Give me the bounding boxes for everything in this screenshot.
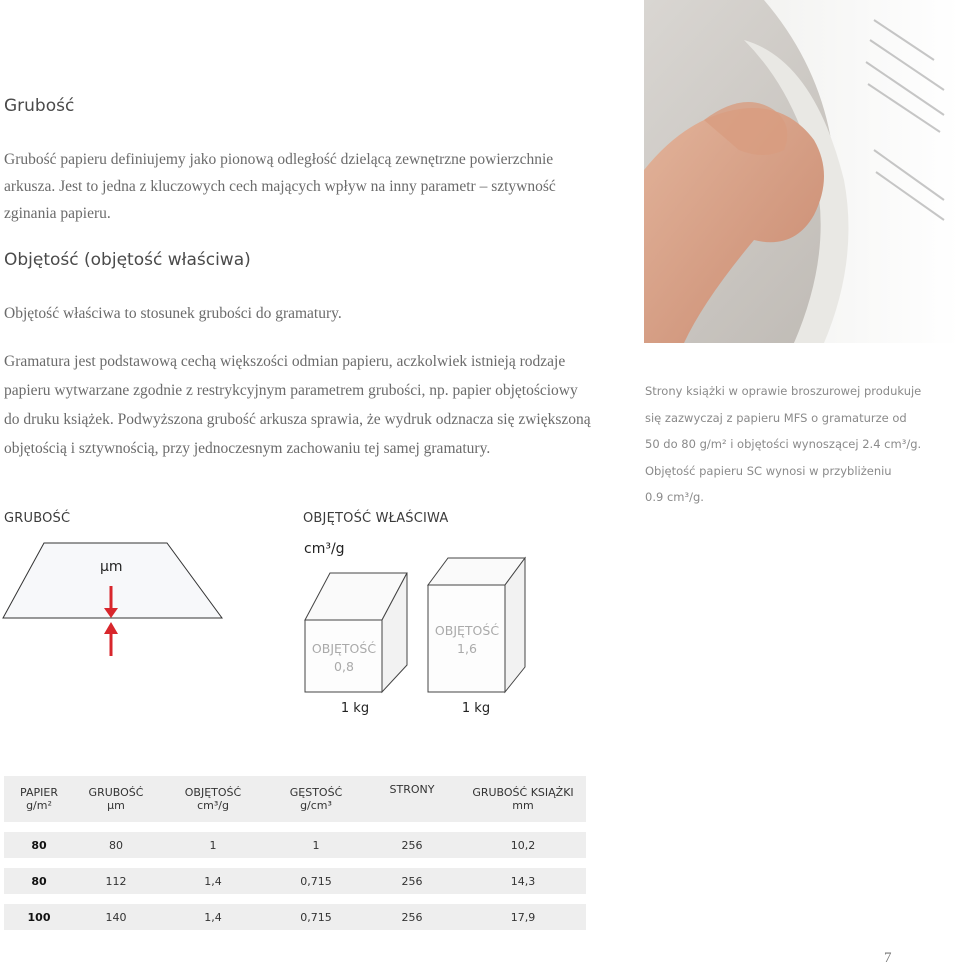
small-cube-label (305, 640, 383, 676)
diagram-thickness-caption: GRUBOŚĆ (4, 511, 71, 526)
sidebar-note-line: się zazwyczaj z papieru MFS o gramaturze od (645, 410, 907, 425)
large-cube-weight: 1 kg (461, 701, 491, 716)
paragraph-bulk: Objętość właściwa to stosunek grubości do gramatury. (4, 305, 342, 322)
table-cell: 1,4 (204, 910, 222, 924)
table-header-cell: OBJĘTOŚĆ cm³/g (184, 786, 242, 812)
book-photo (644, 0, 960, 343)
sidebar-note-line: Objętość papieru SC wynosi w przybliżeniu (645, 463, 892, 478)
table-cell: 1,4 (204, 874, 222, 888)
table-cell: 80 (31, 838, 47, 852)
book-hand-image (644, 0, 960, 343)
table-cell: 80 (31, 874, 47, 888)
sidebar-note-line: Strony książki w oprawie broszurowej produkuje (645, 384, 922, 398)
table-row (4, 868, 586, 894)
table-cell: 112 (105, 874, 127, 888)
table-cell: 17,9 (510, 910, 536, 924)
table-cell: 10,2 (510, 838, 536, 852)
small-cube-weight: 1 kg (340, 701, 370, 716)
table-cell: 1 (312, 838, 320, 852)
large-cube-label-value: 1,6 (457, 641, 477, 656)
table-cell: 80 (109, 838, 123, 852)
large-cube-label (428, 622, 506, 658)
small-cube-label-title: OBJĘTOŚĆ (311, 641, 377, 656)
table-header-cell: STRONY (389, 783, 435, 796)
paragraph-grammage: Gramatura jest podstawową cechą większości odmian papieru, aczkolwiek istnieją rodzaje papieru wytwarzane zgodnie z restrykcyjnym parametrem grubości, np. papier objętościowy do druku książek. Podwyższona grubość arkusza sprawia, że wydruk odznacza się zwiększoną objętością i sztywnością, przy jednoczesnym zachowaniu tej samej gramatury. (4, 353, 591, 457)
thickness-diagram (0, 538, 230, 658)
table-cell: 256 (401, 874, 423, 888)
large-cube-label-title: OBJĘTOŚĆ (434, 623, 500, 638)
sidebar-note (645, 378, 955, 511)
thickness-unit-label: μm (100, 559, 123, 575)
table-cell: 0,715 (300, 910, 332, 924)
table-header-cell: GRUBOŚĆ KSIĄŻKI mm (472, 786, 574, 812)
table-header-cell: GRUBOŚĆ μm (88, 786, 144, 812)
table-row (4, 904, 586, 930)
table-header-cell: GĘSTOŚĆ g/cm³ (289, 786, 343, 812)
table-header-cell: PAPIER g/m² (20, 786, 58, 812)
bulk-unit-label: cm³/g (304, 541, 345, 557)
table-cell: 1 (209, 838, 217, 852)
sidebar-note-line: 0.9 cm³/g. (645, 490, 704, 504)
table-header-row (4, 776, 586, 822)
page-number: 7 (884, 950, 892, 966)
table-cell: 14,3 (510, 874, 536, 888)
paragraph-thickness: Grubość papieru definiujemy jako pionową odległość dzielącą zewnętrzne powierzchnie arkusza. Jest to jedna z kluczowych cech mających wpływ na inny parametr – sztywność zginania papieru. (4, 151, 556, 222)
table-cell: 0,715 (300, 874, 332, 888)
table-cell: 256 (401, 838, 423, 852)
heading-thickness: Grubość (4, 96, 75, 116)
sidebar-note-line: 50 do 80 g/m² i objętości wynoszącej 2.4 cm³/g. (645, 437, 922, 451)
table-row (4, 832, 586, 858)
small-cube-label-value: 0,8 (334, 659, 354, 674)
table-cell: 100 (27, 910, 51, 924)
paper-parameters-table (4, 776, 586, 930)
heading-bulk: Objętość (objętość właściwa) (4, 250, 251, 270)
table-cell: 140 (105, 910, 127, 924)
diagram-bulk-caption: OBJĘTOŚĆ WŁAŚCIWA (303, 511, 449, 526)
table-cell: 256 (401, 910, 423, 924)
